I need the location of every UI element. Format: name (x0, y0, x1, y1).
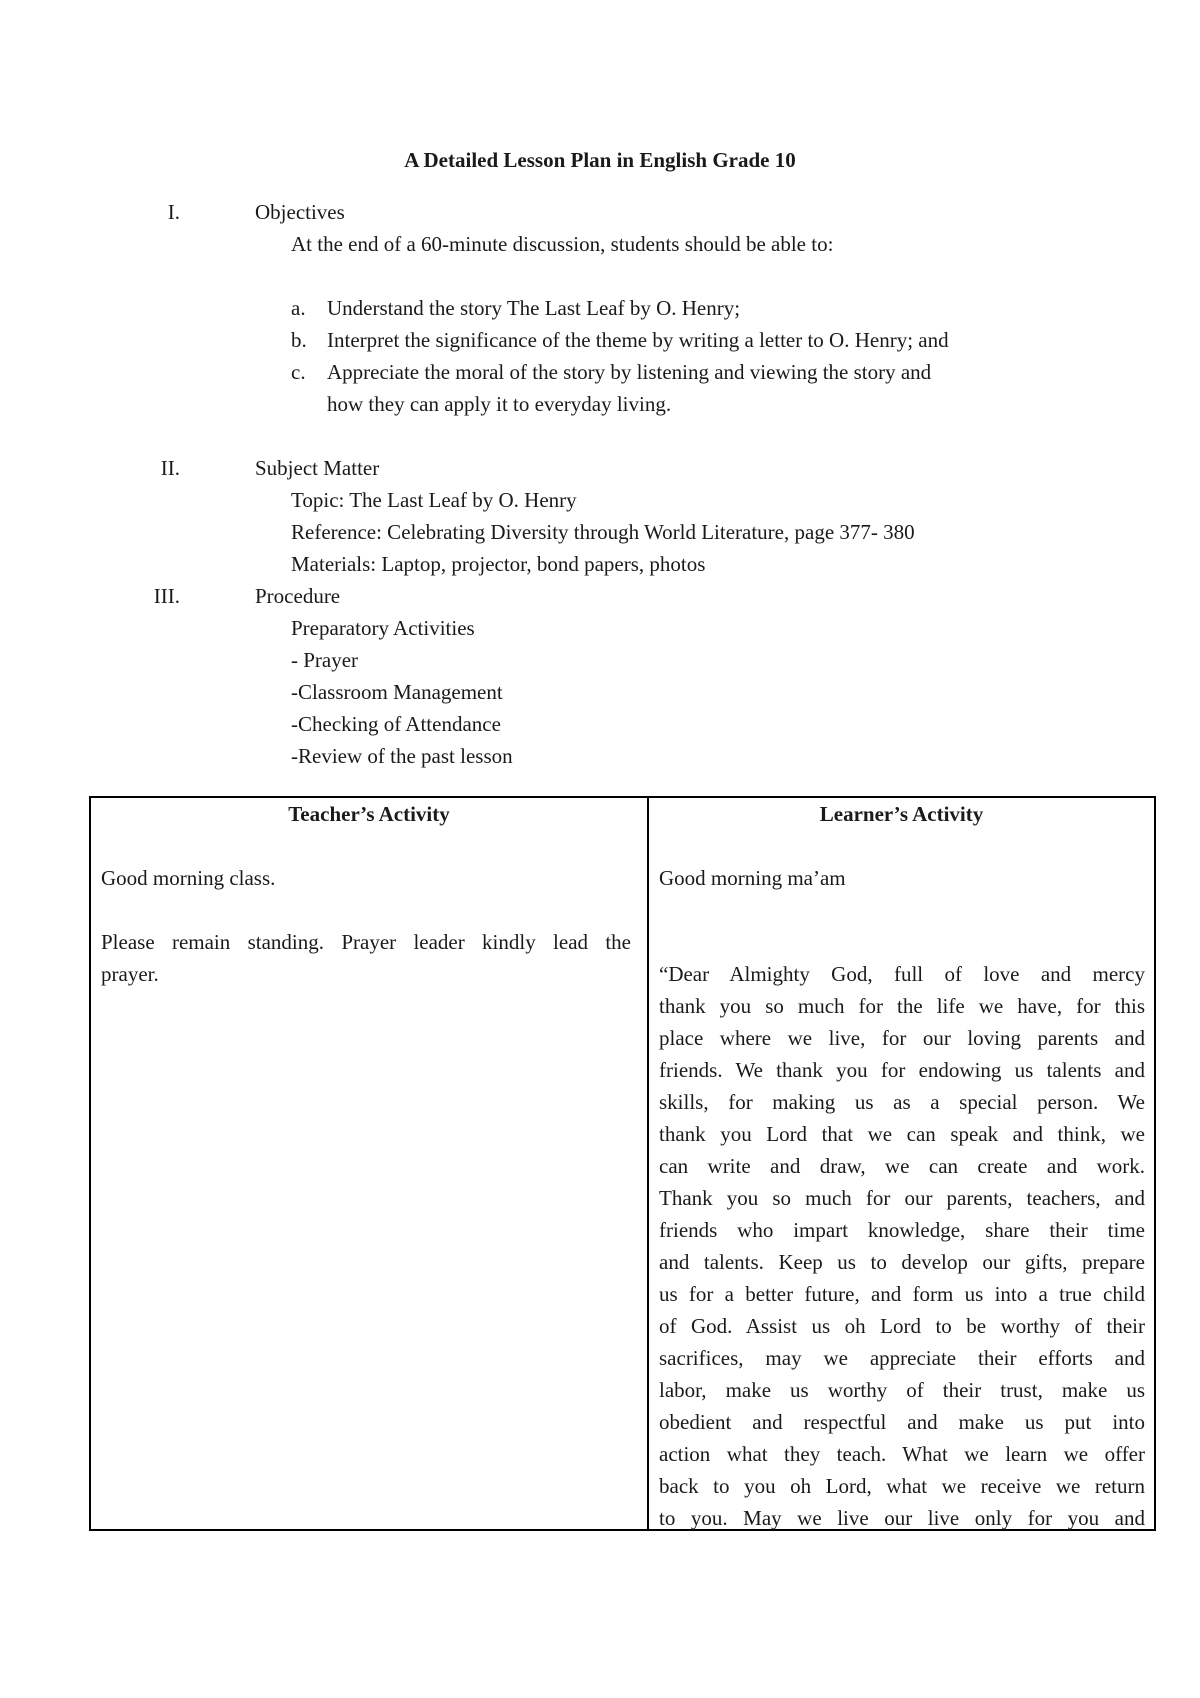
prayer-line: back to you oh Lord, what we receive we return (659, 1474, 1145, 1498)
teacher-instruction (101, 926, 631, 990)
subject-topic: Topic: The Last Leaf by O. Henry (291, 488, 577, 512)
prayer-line: action what they teach. What we learn we offer (659, 1442, 1145, 1466)
objective-text: Interpret the significance of the theme by writing a letter to O. Henry; and (327, 328, 949, 352)
prayer-line: can write and draw, we can create and work. (659, 1154, 1145, 1178)
section-number-subject-matter: II. (160, 456, 180, 480)
prayer-line: of God. Assist us oh Lord to be worthy of their (659, 1314, 1145, 1338)
objective-letter: a. (291, 296, 306, 320)
teacher-instruction-line: prayer. (101, 962, 159, 986)
prayer-line: thank you so much for the life we have, for this (659, 994, 1145, 1018)
prayer-line: friends who impart knowledge, share their time (659, 1218, 1145, 1242)
procedure-activity: -Checking of Attendance (291, 712, 501, 736)
prayer-line: labor, make us worthy of their trust, make us (659, 1378, 1145, 1402)
objective-letter: c. (291, 360, 306, 384)
learner-prayer (659, 958, 1145, 1534)
subject-reference: Reference: Celebrating Diversity through World Literature, page 377- 380 (291, 520, 915, 544)
teacher-activity-header: Teacher’s Activity (288, 802, 450, 826)
teacher-instruction-line: Please remain standing. Prayer leader kindly lead the (101, 930, 631, 954)
objective-letter: b. (291, 328, 307, 352)
objectives-intro: At the end of a 60-minute discussion, students should be able to: (291, 232, 834, 256)
procedure-activity: -Review of the past lesson (291, 744, 513, 768)
prayer-line: and talents. Keep us to develop our gifts, prepare (659, 1250, 1145, 1274)
teacher-greeting: Good morning class. (101, 866, 276, 890)
prayer-line: us for a better future, and form us into a true child (659, 1282, 1145, 1306)
activity-table (89, 796, 1156, 1531)
objective-text: Appreciate the moral of the story by listening and viewing the story and (327, 360, 932, 384)
prayer-line: “Dear Almighty God, full of love and mercy (659, 962, 1145, 986)
subject-materials: Materials: Laptop, projector, bond papers, photos (291, 552, 706, 576)
procedure-activity: -Classroom Management (291, 680, 503, 704)
objective-text: Understand the story The Last Leaf by O. Henry; (327, 296, 741, 320)
prayer-line: place where we live, for our loving parents and (659, 1026, 1145, 1050)
section-heading-procedure: Procedure (255, 584, 341, 608)
learner-activity-header: Learner’s Activity (819, 802, 984, 826)
procedure-subheading: Preparatory Activities (291, 616, 475, 640)
section-heading-subject-matter: Subject Matter (255, 456, 380, 480)
prayer-line: skills, for making us as a special person. We (659, 1090, 1145, 1114)
procedure-activity: - Prayer (291, 648, 359, 672)
prayer-line: sacrifices, may we appreciate their efforts and (659, 1346, 1145, 1370)
section-heading-objectives: Objectives (255, 200, 345, 224)
section-number-objectives: I. (167, 200, 180, 224)
document-title: A Detailed Lesson Plan in English Grade 10 (404, 148, 796, 172)
section-number-procedure: III. (153, 584, 180, 608)
prayer-line: Thank you so much for our parents, teachers, and (659, 1186, 1145, 1210)
prayer-line: obedient and respectful and make us put into (659, 1410, 1145, 1434)
prayer-line: thank you Lord that we can speak and think, we (659, 1122, 1145, 1146)
prayer-line: friends. We thank you for endowing us talents and (659, 1058, 1145, 1082)
prayer-line: to you. May we live our live only for you and (659, 1506, 1145, 1530)
column-divider (647, 798, 649, 1529)
learner-greeting: Good morning ma’am (659, 866, 846, 890)
objective-text-continued: how they can apply it to everyday living. (327, 392, 672, 416)
